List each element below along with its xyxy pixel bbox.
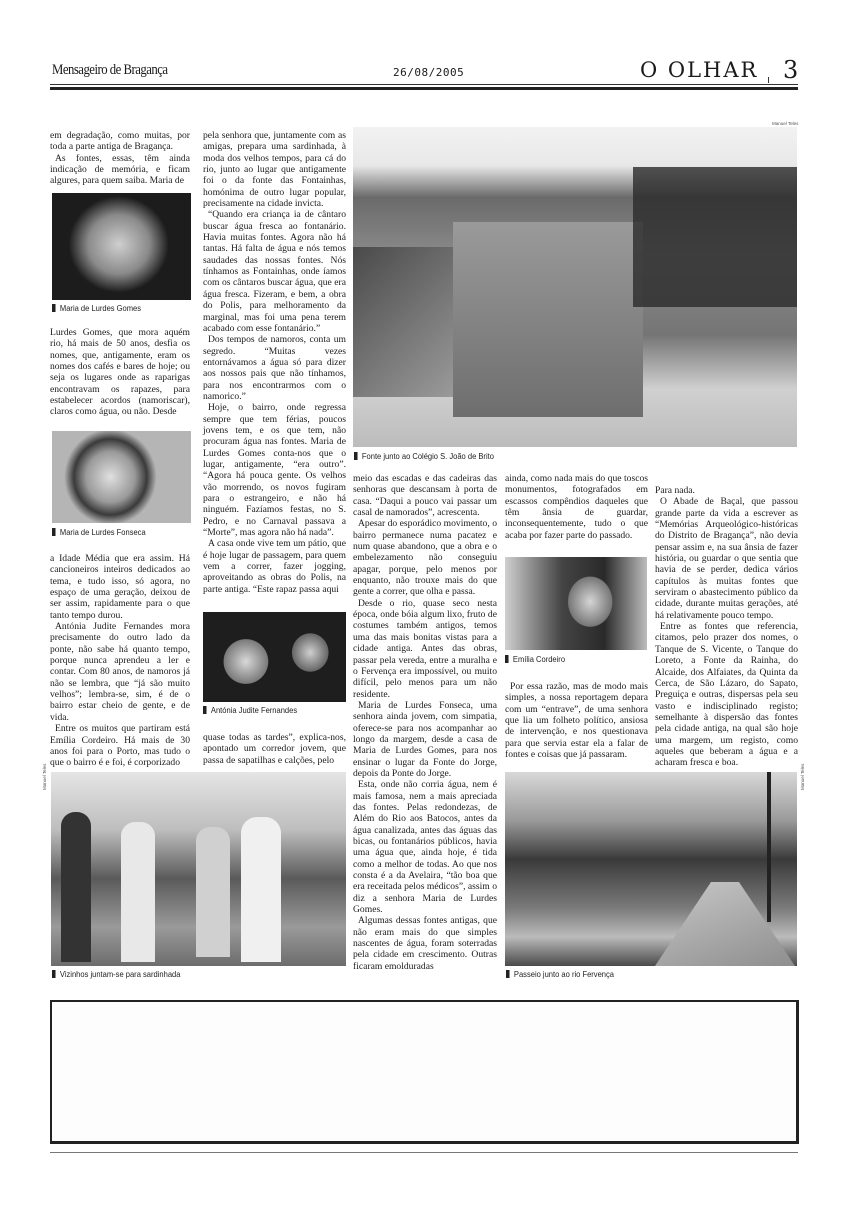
article-column-5 xyxy=(655,485,798,769)
caption-text: Passeio junto ao rio Fervença xyxy=(513,969,614,979)
paragraph: Desde o rio, quase seco nesta época, onde bóia algum lixo, fruto de costumes também antigos, temos uma das mais bonitas vistas para a cidade antiga. Antes das obras, passar pela vereda, entre a muralha e o Fervença era impossível, ou muito difícil, pelo menos para um não residente. xyxy=(353,597,497,700)
photo-maria-lurdes-gomes xyxy=(52,193,191,300)
section-title: O OLHAR xyxy=(640,58,759,82)
paragraph: em degradação, como muitas, por toda a parte antiga de Bragança. xyxy=(50,130,190,153)
issue-date: 26/08/2005 xyxy=(393,66,465,79)
photo-caption xyxy=(354,451,494,461)
photo-caption xyxy=(203,705,297,715)
caption-marker xyxy=(52,970,56,978)
divider xyxy=(768,77,769,83)
paragraph: meio das escadas e das cadeiras das senhoras que descansam à porta de casa. “Daqui a pouco vai passar um casal de namorados”, acrescenta. xyxy=(353,473,497,519)
photo-emilia-cordeiro xyxy=(505,557,647,650)
footer-rule xyxy=(50,1152,798,1153)
caption-text: Maria de Lurdes Gomes xyxy=(59,303,142,313)
caption-marker xyxy=(354,452,358,460)
caption-marker xyxy=(505,655,509,663)
paragraph: Maria de Lurdes Fonseca, uma senhora ainda jovem, com simpatia, oferece-se para nos acompanhar ao longo da margem, desde a casa de Maria de Lurdes Gomes, para nos ensinar o lugar da Fonte do Jorge, depois da Ponte do Jorge. xyxy=(353,699,497,779)
caption-text: Vizinhos juntam-se para sardinhada xyxy=(59,969,181,979)
paragraph: ainda, como nada mais do que toscos monumentos, fotografados em escassos compêndios daqueles que têm ânsia de guardar, inconsequentemente, tudo o que acaba por fazer parte do passado. xyxy=(505,473,648,541)
caption-text: Antónia Judite Fernandes xyxy=(210,705,298,715)
caption-marker xyxy=(52,528,56,536)
photo-caption xyxy=(52,527,146,537)
paragraph: Entre os muitos que partiram está Emília Cordeiro. Há mais de 30 anos foi para o Porto, mas tudo o que o bairro é e foi, é corporizado xyxy=(50,723,190,769)
article-column-3 xyxy=(353,473,497,972)
photo-maria-lurdes-fonseca xyxy=(52,431,191,523)
photo-caption xyxy=(52,303,141,313)
photo-fonte-colegio xyxy=(353,127,797,447)
photo-antonia-judite-fernandes xyxy=(203,612,346,702)
caption-text: Maria de Lurdes Fonseca xyxy=(59,527,146,537)
paragraph: Algumas dessas fontes antigas, que não eram mais do que simples nascentes de água, foram soterradas pela cidade em crescimento. Outras ficaram emolduradas xyxy=(353,915,497,972)
header-rule-thick xyxy=(50,87,798,90)
caption-marker xyxy=(506,970,510,978)
article-column-4b xyxy=(505,681,648,760)
paragraph: Lurdes Gomes, que mora aquém rio, há mais de 50 anos, desfia os nomes, que, antigamente, eram os nomes dos cafés e bares de hoje; ou seja os lugares onde as raparigas encontravam os rapazes, para estabelecer acordos (namoriscar), claros como água, ou não. Desde xyxy=(50,327,190,418)
page-number: 3 xyxy=(783,56,799,84)
photo-credit: Manuel Teles xyxy=(42,763,47,790)
photo-caption xyxy=(505,654,565,664)
paragraph: Antónia Judite Fernandes mora precisamente do outro lado da ponte, não sabe há quanto tempo, porque nunca aprendeu a ler e contar. Com 80 anos, de namoros já não se lembra, que “já são muito velhos”; lembra-se, sim, é de o bairro estar cheio de gente, e de vida. xyxy=(50,621,190,723)
photo-caption xyxy=(506,969,614,979)
caption-text: Fonte junto ao Colégio S. João de Brito xyxy=(361,451,494,461)
article-column-2a xyxy=(203,130,346,595)
photo-credit: Manuel Teles xyxy=(800,763,805,790)
caption-text: Emília Cordeiro xyxy=(512,654,566,664)
paragraph: O Abade de Baçal, que passou grande parte da vida a escrever as “Memórias Arqueológico-históricas do Distrito de Bragança”, não devia pensar assim e, na sua ânsia de fazer história, ou guardar o que sentia que havia de se perder, dedica vários capítulos às muitas fontes que serviram o abastecimento público da cidade, durante muitas gerações, até há relativamente pouco tempo. xyxy=(655,496,798,621)
paragraph: “Quando era criança ia de cântaro buscar água fresca ao fontanário. Havia muitas fontes. Agora não há tantas. Há falta de água e nós temos saudades das nossas fontes. Nós tínhamos as Fontainhas, onde íamos com os cântaros buscar água, que era água fresca. Fizeram, e bem, a obra do Polis, para melhoramento da marginal, mas foi uma pena terem acabado com esse fontanário.” xyxy=(203,209,346,334)
article-column-1b xyxy=(50,327,190,418)
photo-vizinhos-sardinhada xyxy=(51,772,346,966)
advertisement-box xyxy=(50,1000,799,1144)
article-column-1a xyxy=(50,130,190,187)
publication-name: Mensageiro de Bragança xyxy=(52,62,168,78)
article-column-2b xyxy=(203,732,346,766)
photo-credit: Manuel Teles xyxy=(772,121,799,126)
paragraph: Dos tempos de namoros, conta um segredo. “Muitas vezes entornávamos a água só para dizer aos nossos pais que não tínhamos, para nos encontrarmos com o namorico.” xyxy=(203,334,346,402)
paragraph: As fontes, essas, têm ainda indicação de memória, e ficam algures, para quem saiba. Maria de xyxy=(50,152,190,187)
paragraph: Por essa razão, mas de modo mais simples, a nossa reportagem depara com um “entrave”, de uma senhora que lia um folheto político, ansiosa de intervenção, e nos questionava para que servia estar ela a falar de fontes e coisas que já passaram. xyxy=(505,681,648,761)
paragraph: A casa onde vive tem um pátio, que é hoje lugar de passagem, para quem vem a correr, fazer jogging, aproveitando as obras do Polis, na parte antiga. “Este rapaz passa aqui xyxy=(203,538,346,595)
caption-marker xyxy=(203,706,207,714)
paragraph: Para nada. xyxy=(655,485,695,496)
paragraph: Hoje, o bairro, onde regressa sempre que tem férias, poucos jovens tem, e os que tem, não procuram água nas fontes. Maria de Lurdes Gomes conta-nos que o lugar, antigamente, “era outro”. “Agora há pouca gente. Os velhos vão morrendo, os novos fugiram para o estrangeiro, e não há ninguém. Fazíamos festas, no S. Pedro, e no Carnaval passava a “Morte”, mas agora não há nada”. xyxy=(203,402,346,539)
header-rule xyxy=(50,84,798,85)
paragraph: a Idade Média que era assim. Há cancioneiros inteiros dedicados ao tema, e tudo isso, só agora, no espaço de uma geração, deixou de ser assim, rapidamente para o que tanto tempo durou. xyxy=(50,553,190,621)
paragraph: quase todas as tardes”, explica-nos, apontado um corredor jovem, que passa de sapatilhas e calções, pelo xyxy=(203,732,346,766)
photo-caption xyxy=(52,969,180,979)
paragraph: Apesar do esporádico movimento, o bairro permanece numa pacatez e num quase abandono, que a obra e o embelezamento não conseguiu apagar, porque, pelo menos por enquanto, não trouxe mais do que gente a correr, que olha e passa. xyxy=(353,518,497,598)
caption-marker xyxy=(52,304,56,312)
article-column-1c xyxy=(50,553,190,769)
paragraph: pela senhora que, juntamente com as amigas, prepara uma sardinhada, à moda dos velhos tempos, para cá do rio, junto ao lugar que antigamente foi o da fonte das Fontainhas, homónima de outro lugar popular, precisamente na cidade invicta. xyxy=(203,130,346,210)
photo-passeio-rio-fervenca xyxy=(505,772,797,966)
article-column-4a xyxy=(505,473,648,541)
paragraph: Entre as fontes que referencia, citamos, pelo prazer dos nomes, o Tanque de S. Vicente, o Tanque do Loreto, a Fonte da Rainha, do Alcaide, dos Alfaiates, da Quinta da Cerca, de São Lázaro, do Sapato, Preguiça e outras, dispersas pela seu vasto e indisciplinado registo; semelhante à dispersão das fontes pela cidade antiga, na qual são hoje uma margem, um registo, como aqueles que beberam a água e a acharam fresca e boa. xyxy=(655,621,798,769)
paragraph: Esta, onde não corria água, nem é mais famosa, nem a mais apreciada das fontes. Pelas redondezas, de Além do Rio aos Batocos, antes da água canalizada, antes das águas das bicas, ou fontanários públicos, havia uma água que, ainda hoje, é tida como a melhor de todas. Ao que nos consta é a da Avelaira, “tão boa que era receitada pelos médicos”, assim o diz a senhora Maria de Lurdes Gomes. xyxy=(353,779,497,916)
